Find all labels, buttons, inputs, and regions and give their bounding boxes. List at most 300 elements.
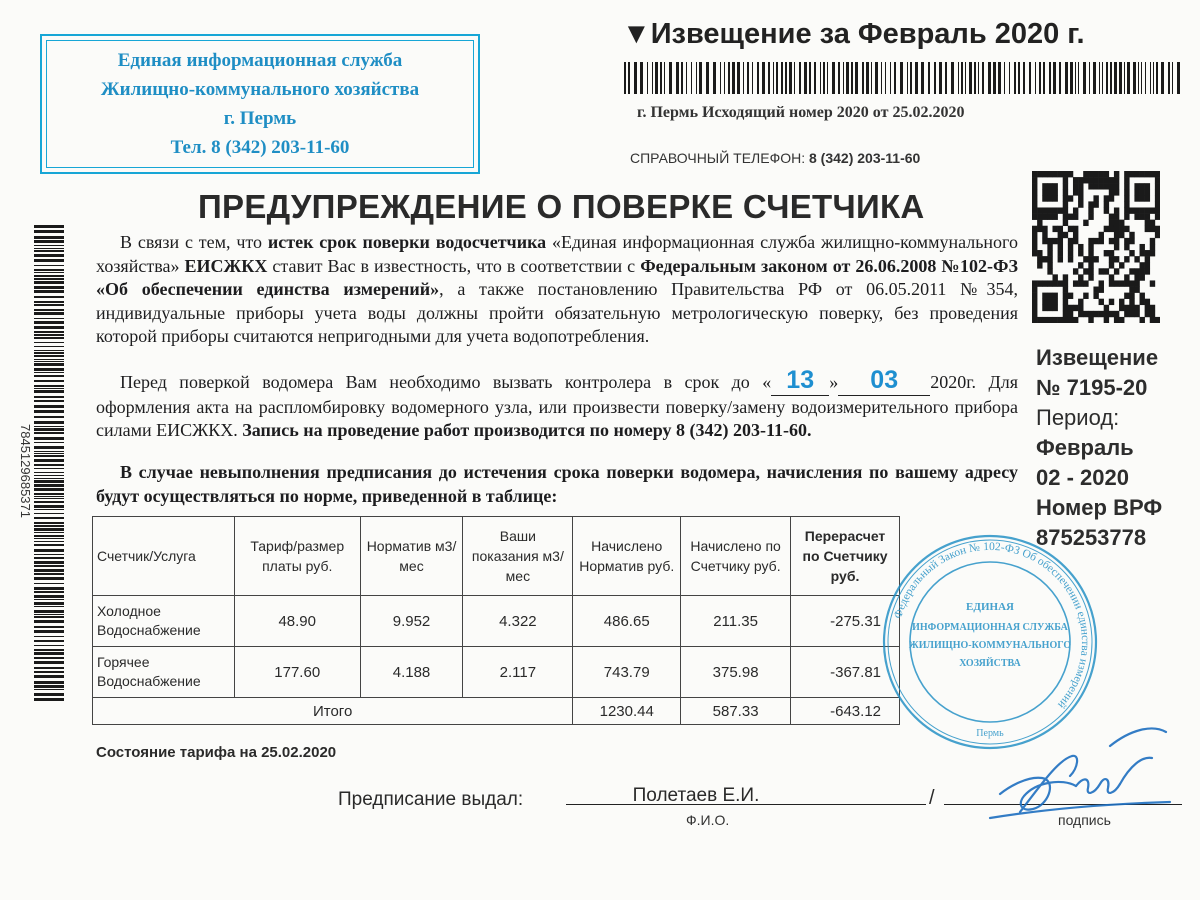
- qr-module: [1078, 177, 1083, 183]
- qr-module: [1058, 232, 1063, 238]
- barcode-bar: [34, 528, 64, 531]
- fio-caption: Ф.И.О.: [686, 812, 730, 828]
- table-row: [93, 596, 900, 647]
- qr-module: [1119, 226, 1124, 232]
- col-header-charged-meter: Начислено по Счетчику руб.: [681, 517, 791, 596]
- barcode-bar: [34, 363, 64, 366]
- qr-module: [1032, 195, 1037, 201]
- qr-module: [1052, 293, 1057, 299]
- para1-bold-2: ЕИСЖКХ: [184, 255, 268, 276]
- barcode-bar: [706, 62, 709, 94]
- qr-module: [1093, 238, 1098, 244]
- qr-module: [1078, 201, 1083, 207]
- barcode-bar: [34, 549, 64, 552]
- qr-module: [1047, 280, 1052, 286]
- barcode-bar: [34, 368, 64, 371]
- barcode-bar: [855, 62, 858, 94]
- tariff-state: Состояние тарифа на 25.02.2020: [96, 744, 337, 761]
- barcode-bar: [34, 451, 64, 452]
- qr-module: [1104, 250, 1109, 256]
- qr-module: [1073, 238, 1078, 244]
- barcode-bar: [900, 62, 903, 94]
- col-header-tariff: Тариф/размер платы руб.: [234, 517, 360, 596]
- qr-module: [1073, 226, 1078, 232]
- barcode-bar: [720, 62, 721, 94]
- barcode-bar: [34, 312, 64, 315]
- qr-module: [1042, 214, 1047, 220]
- qr-module: [1052, 189, 1057, 195]
- qr-module: [1114, 280, 1119, 286]
- barcode-bar: [34, 296, 64, 298]
- qr-module: [1145, 299, 1150, 305]
- issuer-name: Полетаев Е.И.: [632, 785, 760, 806]
- col-header-service: Счетчик/Услуга: [93, 517, 235, 596]
- barcode-bar: [1009, 62, 1010, 94]
- barcode-bar: [34, 652, 64, 655]
- barcode-bar: [1035, 62, 1036, 94]
- notice-title: ▼Извещение за Февраль 2020 г.: [622, 18, 1085, 50]
- qr-module: [1093, 287, 1098, 293]
- barcode-bar: [34, 538, 64, 539]
- barcode-bar: [752, 62, 753, 94]
- qr-module: [1150, 250, 1155, 256]
- qr-module: [1063, 311, 1068, 317]
- barcode-bar: [34, 446, 64, 449]
- deadline-month: 03: [870, 366, 899, 394]
- barcode-bar: [34, 281, 64, 284]
- qr-module: [1088, 171, 1093, 177]
- qr-module: [1129, 268, 1134, 274]
- vrf-label: Номер ВРФ: [1036, 495, 1163, 520]
- qr-module: [1150, 317, 1155, 323]
- barcode-bar: [655, 62, 658, 94]
- qr-module: [1088, 268, 1093, 274]
- barcode-bar: [34, 459, 64, 462]
- barcode-bar: [843, 62, 844, 94]
- qr-module: [1052, 183, 1057, 189]
- barcode-bar: [969, 62, 972, 94]
- qr-module: [1129, 171, 1134, 177]
- qr-module: [1129, 280, 1134, 286]
- qr-module: [1104, 207, 1109, 213]
- barcode-bar: [1102, 62, 1103, 94]
- qr-module: [1032, 280, 1037, 286]
- qr-module: [1032, 311, 1037, 317]
- barcode-bar: [34, 591, 64, 593]
- table-cell: 48.90: [234, 596, 360, 647]
- barcode-bar: [34, 331, 64, 333]
- barcode-bar: [894, 62, 896, 94]
- barcode-bar: [34, 410, 64, 413]
- qr-module: [1140, 189, 1145, 195]
- barcode-bar: [785, 62, 787, 94]
- barcode-bar: [823, 62, 825, 94]
- qr-module: [1073, 207, 1078, 213]
- qr-module: [1052, 274, 1057, 280]
- table-cell: -275.31: [791, 596, 900, 647]
- para1-text-3: ставит Вас в известность, что в соответствии с: [267, 255, 641, 276]
- qr-module: [1058, 280, 1063, 286]
- barcode-bar: [34, 390, 64, 393]
- qr-module: [1093, 293, 1098, 299]
- barcode-bar: [789, 62, 792, 94]
- qr-module: [1114, 268, 1119, 274]
- barcode-bar: [768, 62, 770, 94]
- qr-module: [1093, 183, 1098, 189]
- header-line-2: Жилищно-коммунального хозяйства: [100, 79, 420, 100]
- qr-module: [1140, 207, 1145, 213]
- qr-module: [1109, 220, 1114, 226]
- qr-module: [1093, 311, 1098, 317]
- qr-module: [1104, 305, 1109, 311]
- barcode-bar: [934, 62, 936, 94]
- qr-module: [1109, 262, 1114, 268]
- table-cell: 743.79: [573, 647, 681, 698]
- service-header-box: [40, 34, 480, 174]
- qr-module: [1058, 250, 1063, 256]
- table-cell: 4.322: [463, 596, 573, 647]
- barcode-bar: [34, 544, 64, 546]
- notice-label: Извещение: [1036, 345, 1159, 370]
- barcode-bar: [34, 400, 64, 402]
- qr-module: [1032, 317, 1037, 323]
- qr-module: [1052, 207, 1057, 213]
- barcode-bar: [881, 62, 882, 94]
- barcode-bar: [757, 62, 759, 94]
- barcode-bar: [34, 649, 64, 651]
- barcode-bar: [34, 693, 64, 696]
- total-label: Итого: [93, 698, 573, 725]
- deadline-month-field: [838, 366, 930, 396]
- qr-module: [1083, 220, 1088, 226]
- qr-module: [1042, 256, 1047, 262]
- qr-module: [1047, 171, 1052, 177]
- header-line-1: Единая информационная служба: [117, 50, 403, 71]
- barcode-bar: [34, 472, 64, 473]
- barcode-bar: [634, 62, 637, 94]
- qr-module: [1114, 317, 1119, 323]
- deadline-day-field: [771, 366, 829, 396]
- qr-module: [1124, 189, 1129, 195]
- barcode-bar: [965, 62, 966, 94]
- barcode-bar: [1075, 62, 1076, 94]
- qr-module: [1032, 238, 1037, 244]
- qr-module: [1114, 220, 1119, 226]
- qr-module: [1063, 299, 1068, 305]
- qr-module: [1063, 280, 1068, 286]
- barcode-bar: [34, 464, 64, 466]
- qr-module: [1134, 171, 1139, 177]
- barcode-bar: [34, 426, 64, 427]
- qr-module: [1083, 293, 1088, 299]
- qr-module: [1063, 317, 1068, 323]
- barcode-bar: [34, 321, 64, 324]
- barcode-bar: [34, 620, 64, 623]
- qr-module: [1078, 280, 1083, 286]
- barcode-bar: [827, 62, 828, 94]
- issued-by-label: Предписание выдал:: [338, 789, 524, 810]
- qr-module: [1155, 171, 1160, 177]
- qr-module: [1124, 238, 1129, 244]
- barcode-bar: [647, 62, 648, 94]
- barcode-bar: [34, 513, 64, 514]
- qr-module: [1150, 220, 1155, 226]
- qr-module: [1047, 305, 1052, 311]
- barcode-bar: [1043, 62, 1045, 94]
- barcode-bar: [34, 522, 64, 524]
- barcode-bar: [34, 630, 64, 633]
- qr-module: [1099, 238, 1104, 244]
- barcode-bar: [34, 493, 64, 495]
- qr-module: [1063, 305, 1068, 311]
- para1-text-2: «Единая информационная служба жилищно-коммунального хозяйства»: [96, 232, 1018, 276]
- barcode-bar: [34, 645, 64, 646]
- seal-line-4: ХОЗЯЙСТВА: [959, 658, 1021, 669]
- barcode-bar: [1133, 62, 1136, 94]
- total-meter: 587.33: [681, 698, 791, 725]
- barcode-bar: [34, 416, 64, 418]
- barcode-bar: [910, 62, 912, 94]
- qr-module: [1114, 171, 1119, 177]
- qr-module: [1124, 207, 1129, 213]
- handwritten-signature: [980, 716, 1180, 836]
- qr-module: [1104, 311, 1109, 317]
- qr-module: [1042, 232, 1047, 238]
- barcode-bar: [34, 269, 64, 271]
- barcode-bar: [34, 501, 64, 503]
- barcode-bar: [34, 248, 64, 249]
- barcode-bar: [34, 661, 64, 664]
- barcode-bar: [743, 62, 744, 94]
- qr-module: [1093, 177, 1098, 183]
- table-cell: -367.81: [791, 647, 900, 698]
- qr-module: [1104, 201, 1109, 207]
- qr-module: [1042, 293, 1047, 299]
- barcode-bar: [928, 62, 930, 94]
- qr-module: [1052, 305, 1057, 311]
- barcode-bar: [728, 62, 730, 94]
- qr-module: [1145, 183, 1150, 189]
- barcode-bar: [998, 62, 1001, 94]
- barcode-bar: [921, 62, 924, 94]
- qr-module: [1073, 280, 1078, 286]
- barcode-bar: [814, 62, 816, 94]
- para3-text: В случае невыполнения предписания до истечения срока поверки водомера, начисления по вашему адресу будут осуществляться по норме, приведенной в таблице:: [96, 462, 1018, 506]
- qr-module: [1047, 195, 1052, 201]
- qr-module: [1134, 287, 1139, 293]
- qr-module: [1088, 207, 1093, 213]
- qr-module: [1047, 293, 1052, 299]
- qr-module: [1037, 250, 1042, 256]
- qr-module: [1063, 274, 1068, 280]
- qr-module: [1088, 256, 1093, 262]
- barcode-bar: [1099, 62, 1100, 94]
- barcode-bar: [34, 250, 64, 252]
- barcode-bar: [832, 62, 835, 94]
- qr-module: [1134, 195, 1139, 201]
- qr-module: [1068, 244, 1073, 250]
- table-cell: 177.60: [234, 647, 360, 698]
- qr-module: [1119, 305, 1124, 311]
- qr-module: [1042, 305, 1047, 311]
- barcode-bar: [34, 488, 64, 491]
- qr-module: [1047, 214, 1052, 220]
- seal-outer-text: Федеральный Закон № 102-ФЗ Об обеспечении единства измерений: [892, 540, 1092, 711]
- barcode-bar: [34, 599, 64, 600]
- qr-module: [1104, 317, 1109, 323]
- barcode-bar: [34, 428, 64, 431]
- qr-module: [1124, 305, 1129, 311]
- qr-module: [1150, 207, 1155, 213]
- qr-module: [1155, 317, 1160, 323]
- barcode-bar: [34, 361, 64, 362]
- vrf-number: 875253778: [1036, 525, 1147, 550]
- barcode-bar: [945, 62, 947, 94]
- table-header-row: [93, 517, 900, 596]
- qr-module: [1088, 274, 1093, 280]
- qr-module: [1052, 171, 1057, 177]
- qr-module: [1099, 177, 1104, 183]
- barcode-bar: [34, 432, 64, 434]
- qr-module: [1124, 256, 1129, 262]
- qr-module: [1140, 214, 1145, 220]
- qr-module: [1052, 317, 1057, 323]
- qr-module: [1088, 177, 1093, 183]
- qr-module: [1119, 299, 1124, 305]
- qr-module: [1068, 238, 1073, 244]
- qr-module: [1052, 195, 1057, 201]
- qr-module: [1078, 262, 1083, 268]
- qr-module: [1032, 189, 1037, 195]
- qr-module: [1037, 214, 1042, 220]
- qr-module: [1047, 299, 1052, 305]
- barcode-bar: [982, 62, 984, 94]
- qr-module: [1155, 201, 1160, 207]
- barcode-bar: [34, 606, 64, 607]
- qr-module: [1109, 226, 1114, 232]
- seal-line-2: ИНФОРМАЦИОННАЯ СЛУЖБА: [912, 622, 1068, 633]
- qr-module: [1047, 317, 1052, 323]
- barcode-bar: [1039, 62, 1041, 94]
- barcode-bar: [34, 675, 64, 678]
- qr-module: [1150, 244, 1155, 250]
- barcode-bar: [961, 62, 963, 94]
- qr-module: [1042, 171, 1047, 177]
- qr-module: [1068, 317, 1073, 323]
- qr-module: [1119, 317, 1124, 323]
- qr-module: [1073, 214, 1078, 220]
- barcode-bar: [681, 62, 683, 94]
- qr-module: [1032, 201, 1037, 207]
- barcode-bar: [885, 62, 886, 94]
- barcode-bar: [34, 337, 64, 339]
- qr-module: [1104, 226, 1109, 232]
- barcode-bar: [1070, 62, 1073, 94]
- barcode-bar: [34, 517, 64, 519]
- barcode-bar: [34, 498, 64, 499]
- qr-module: [1140, 317, 1145, 323]
- qr-module: [1114, 214, 1119, 220]
- notice-info-panel: [1036, 343, 1196, 553]
- qr-module: [1073, 305, 1078, 311]
- qr-module: [1114, 183, 1119, 189]
- barcode-bar: [669, 62, 672, 94]
- qr-module: [1052, 280, 1057, 286]
- barcode-bar: [34, 698, 64, 701]
- barcode-bar: [34, 595, 64, 598]
- header-line-3: г. Пермь: [223, 108, 297, 129]
- qr-module: [1124, 171, 1129, 177]
- qr-module: [1032, 207, 1037, 213]
- qr-module: [1155, 183, 1160, 189]
- qr-module: [1093, 195, 1098, 201]
- qr-module: [1058, 226, 1063, 232]
- barcode-bar: [34, 505, 64, 508]
- qr-module: [1109, 280, 1114, 286]
- qr-module: [1078, 274, 1083, 280]
- qr-module: [1134, 207, 1139, 213]
- qr-module: [1124, 293, 1129, 299]
- table-cell: 486.65: [573, 596, 681, 647]
- qr-module: [1114, 311, 1119, 317]
- barcode-bar: [838, 62, 840, 94]
- qr-module: [1155, 226, 1160, 232]
- barcode-bar: [1138, 62, 1139, 94]
- barcode-bar: [34, 278, 64, 280]
- qr-module: [1078, 311, 1083, 317]
- qr-module: [1134, 268, 1139, 274]
- barcode-bar: [34, 385, 64, 387]
- qr-module: [1042, 280, 1047, 286]
- qr-module: [1155, 214, 1160, 220]
- barcode-bar: [1018, 62, 1020, 94]
- barcode-bar: [34, 636, 64, 637]
- qr-module: [1150, 311, 1155, 317]
- barcode-bar: [820, 62, 821, 94]
- barcode-bar: [34, 587, 64, 590]
- para1-bold-1: истек срок поверки водосчетчика: [267, 232, 547, 252]
- barcode-bar: [34, 681, 64, 684]
- qr-module: [1114, 256, 1119, 262]
- ref-phone-label: СПРАВОЧНЫЙ ТЕЛЕФОН:: [630, 150, 806, 166]
- barcode-bar: [34, 685, 64, 688]
- qr-module: [1129, 305, 1134, 311]
- qr-module: [1037, 220, 1042, 226]
- qr-module: [1088, 317, 1093, 323]
- qr-module: [1124, 280, 1129, 286]
- qr-module: [1109, 183, 1114, 189]
- barcode-bar: [676, 62, 679, 94]
- qr-module: [1063, 201, 1068, 207]
- barcode-bar: [34, 275, 64, 277]
- qr-module: [1124, 244, 1129, 250]
- barcode-bar: [34, 616, 64, 618]
- qr-code: [1032, 171, 1160, 323]
- qr-module: [1124, 226, 1129, 232]
- qr-module: [1134, 214, 1139, 220]
- barcode-bar: [34, 442, 64, 443]
- barcode-bar: [1119, 62, 1122, 94]
- barcode-bar: [34, 388, 64, 389]
- barcode-bar: [34, 689, 64, 690]
- qr-module: [1063, 287, 1068, 293]
- qr-module: [1047, 244, 1052, 250]
- outgoing-number: г. Пермь Исходящий номер 2020 от 25.02.2020: [637, 104, 965, 121]
- qr-module: [1145, 268, 1150, 274]
- qr-module: [1104, 195, 1109, 201]
- barcode-bar: [34, 405, 64, 408]
- qr-module: [1047, 189, 1052, 195]
